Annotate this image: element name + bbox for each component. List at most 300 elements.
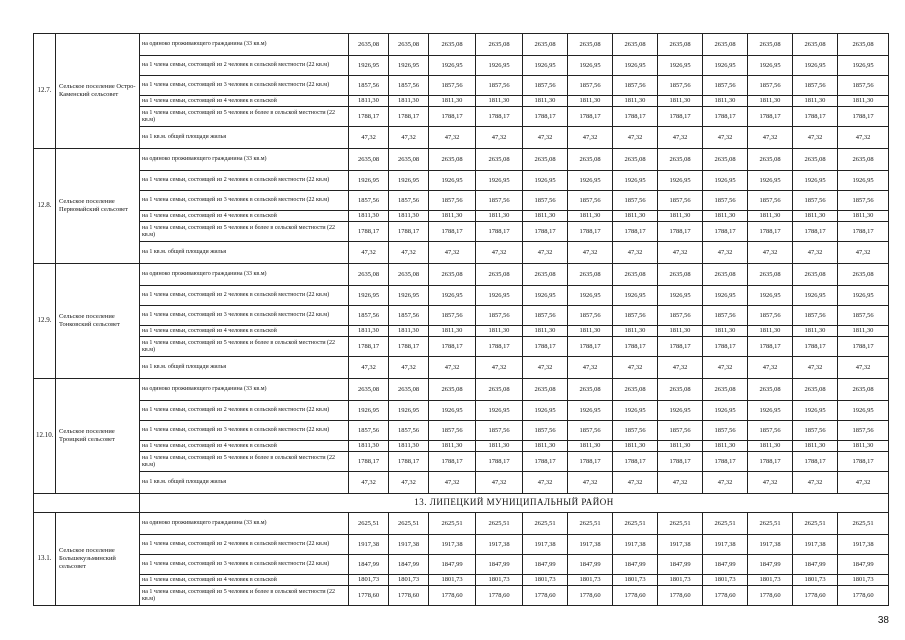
cost-value-cell: 1811,30 — [703, 211, 748, 222]
cost-value-cell: 1788,17 — [523, 452, 568, 472]
cost-value-cell: 1811,30 — [613, 211, 658, 222]
cost-value-cell: 1926,95 — [476, 171, 523, 191]
table-row — [34, 337, 889, 357]
cost-value-cell: 1926,95 — [793, 286, 838, 306]
table-row — [34, 555, 889, 575]
cost-value-cell: 1926,95 — [838, 171, 889, 191]
cost-value-cell: 47,32 — [389, 242, 429, 264]
cost-value-cell: 1857,56 — [658, 421, 703, 441]
cost-value-cell: 1788,17 — [429, 222, 476, 242]
cost-value-cell: 1926,95 — [568, 286, 613, 306]
row-description: на 1 кв.м. общей площади жилья — [140, 242, 349, 264]
cost-value-cell: 1801,73 — [613, 575, 658, 586]
cost-value-cell: 1847,99 — [793, 555, 838, 575]
cost-value-cell: 2635,08 — [838, 264, 889, 286]
cost-value-cell: 1788,17 — [793, 452, 838, 472]
cost-value-cell: 47,32 — [658, 242, 703, 264]
municipality-name: Сельское поселение Тонковский сельсовет — [56, 264, 140, 379]
cost-value-cell: 47,32 — [568, 357, 613, 379]
cost-value-cell: 1857,56 — [613, 421, 658, 441]
cost-value-cell: 47,32 — [476, 472, 523, 494]
cost-value-cell: 2635,08 — [793, 34, 838, 56]
cost-value-cell: 1926,95 — [748, 401, 793, 421]
cost-value-cell: 1788,17 — [658, 452, 703, 472]
cost-value-cell: 47,32 — [568, 127, 613, 149]
row-description: на 1 члена семьи, состоящей из 2 человек в сельской местности (22 кв.м) — [140, 171, 349, 191]
cost-value-cell: 47,32 — [613, 357, 658, 379]
table-row — [34, 34, 889, 56]
row-description: на 1 члена семьи, состоящей из 3 человек в сельской местности (22 кв.м) — [140, 306, 349, 326]
cost-value-cell: 2635,08 — [703, 379, 748, 401]
row-description: на одиноко проживающего гражданина (33 кв.м) — [140, 149, 349, 171]
row-description: на 1 члена семьи, состоящей из 3 человек в сельской местности (22 кв.м) — [140, 191, 349, 211]
cost-value-cell: 1926,95 — [658, 401, 703, 421]
section-heading-row — [34, 494, 889, 513]
cost-value-cell: 1926,95 — [523, 56, 568, 76]
cost-value-cell: 1811,30 — [389, 441, 429, 452]
cost-value-cell: 2635,08 — [429, 34, 476, 56]
cost-value-cell: 1788,17 — [838, 222, 889, 242]
cost-value-cell: 2635,08 — [349, 34, 389, 56]
price-table-sheet — [33, 33, 874, 606]
cost-value-cell: 47,32 — [838, 472, 889, 494]
cost-value-cell: 2635,08 — [793, 379, 838, 401]
cost-value-cell: 1926,95 — [389, 401, 429, 421]
cost-value-cell: 47,32 — [658, 472, 703, 494]
block-number: 12.8. — [34, 149, 56, 264]
cost-value-cell: 1788,17 — [838, 452, 889, 472]
cost-value-cell: 1788,17 — [748, 222, 793, 242]
cost-value-cell: 2635,08 — [523, 264, 568, 286]
row-description: на 1 члена семьи, состоящей из 5 человек и более в сельской местности (22 кв.м) — [140, 222, 349, 242]
cost-value-cell: 1788,17 — [748, 337, 793, 357]
cost-value-cell: 2635,08 — [613, 264, 658, 286]
cost-value-cell: 1778,60 — [568, 586, 613, 606]
cost-value-cell: 1788,17 — [838, 107, 889, 127]
cost-value-cell: 1917,38 — [523, 535, 568, 555]
cost-value-cell: 1857,56 — [349, 76, 389, 96]
cost-value-cell: 47,32 — [389, 472, 429, 494]
row-description: на 1 члена семьи, состоящей из 4 человек в сельской — [140, 211, 349, 222]
cost-value-cell: 2635,08 — [793, 264, 838, 286]
cost-value-cell: 1801,73 — [658, 575, 703, 586]
cost-value-cell: 1847,99 — [568, 555, 613, 575]
cost-value-cell: 47,32 — [349, 242, 389, 264]
cost-value-cell: 1926,95 — [568, 56, 613, 76]
cost-value-cell: 2635,08 — [703, 34, 748, 56]
cost-value-cell: 1811,30 — [429, 211, 476, 222]
row-description: на 1 члена семьи, состоящей из 5 человек и более в сельской местности (22 кв.м) — [140, 107, 349, 127]
cost-value-cell: 1926,95 — [838, 401, 889, 421]
cost-value-cell: 1811,30 — [476, 211, 523, 222]
cost-value-cell: 1788,17 — [476, 107, 523, 127]
cost-value-cell: 1788,17 — [613, 107, 658, 127]
cost-value-cell: 1788,17 — [703, 107, 748, 127]
cost-value-cell: 1857,56 — [838, 306, 889, 326]
section-heading: 13. ЛИПЕЦКИЙ МУНИЦИПАЛЬНЫЙ РАЙОН — [140, 494, 889, 513]
cost-value-cell: 1926,95 — [748, 56, 793, 76]
cost-value-cell: 1788,17 — [389, 107, 429, 127]
cost-value-cell: 1788,17 — [613, 452, 658, 472]
cost-value-cell: 2635,08 — [349, 149, 389, 171]
cost-value-cell: 1926,95 — [658, 171, 703, 191]
cost-value-cell: 1788,17 — [613, 337, 658, 357]
cost-value-cell: 47,32 — [389, 127, 429, 149]
cost-value-cell: 1811,30 — [838, 96, 889, 107]
cost-value-cell: 1811,30 — [476, 326, 523, 337]
cost-value-cell: 1857,56 — [613, 76, 658, 96]
cost-value-cell: 1811,30 — [389, 211, 429, 222]
cost-value-cell: 1847,99 — [523, 555, 568, 575]
cost-value-cell: 1778,60 — [613, 586, 658, 606]
cost-value-cell: 1801,73 — [748, 575, 793, 586]
cost-value-cell: 1857,56 — [568, 191, 613, 211]
cost-value-cell: 47,32 — [793, 127, 838, 149]
cost-value-cell: 1926,95 — [568, 171, 613, 191]
cost-value-cell: 47,32 — [793, 242, 838, 264]
table-row — [34, 56, 889, 76]
cost-value-cell: 47,32 — [523, 242, 568, 264]
cost-value-cell: 2635,08 — [748, 379, 793, 401]
cost-value-cell: 47,32 — [429, 127, 476, 149]
cost-value-cell: 2625,51 — [349, 513, 389, 535]
cost-value-cell: 2635,08 — [793, 149, 838, 171]
row-description: на 1 члена семьи, состоящей из 2 человек в сельской местности (22 кв.м) — [140, 56, 349, 76]
row-description: на 1 члена семьи, состоящей из 3 человек в сельской местности (22 кв.м) — [140, 421, 349, 441]
cost-value-cell: 1811,30 — [429, 96, 476, 107]
cost-value-cell: 2635,08 — [523, 149, 568, 171]
cost-value-cell: 47,32 — [568, 472, 613, 494]
row-description: на 1 члена семьи, состоящей из 4 человек в сельской — [140, 575, 349, 586]
cost-value-cell: 1811,30 — [349, 211, 389, 222]
cost-value-cell: 1926,95 — [429, 401, 476, 421]
cost-value-cell: 1811,30 — [748, 211, 793, 222]
cost-value-cell: 2635,08 — [389, 34, 429, 56]
cost-value-cell: 2635,08 — [568, 149, 613, 171]
cost-value-cell: 1801,73 — [838, 575, 889, 586]
cost-value-cell: 2635,08 — [523, 379, 568, 401]
cost-value-cell: 1788,17 — [476, 337, 523, 357]
cost-value-cell: 47,32 — [476, 242, 523, 264]
cost-value-cell: 47,32 — [658, 357, 703, 379]
cost-value-cell: 1811,30 — [748, 96, 793, 107]
table-row — [34, 242, 889, 264]
cost-value-cell: 1926,95 — [748, 286, 793, 306]
municipality-name: Сельское поселение Троицкий сельсовет — [56, 379, 140, 494]
cost-value-cell: 1857,56 — [349, 191, 389, 211]
cost-value-cell: 1788,17 — [793, 222, 838, 242]
cost-value-cell: 1917,38 — [389, 535, 429, 555]
cost-value-cell: 1847,99 — [703, 555, 748, 575]
cost-value-cell: 1788,17 — [793, 337, 838, 357]
cost-value-cell: 1788,17 — [748, 107, 793, 127]
cost-value-cell: 1811,30 — [523, 441, 568, 452]
cost-value-cell: 1788,17 — [793, 107, 838, 127]
cost-value-cell: 1847,99 — [429, 555, 476, 575]
cost-value-cell: 1811,30 — [389, 96, 429, 107]
cost-value-cell: 1926,95 — [703, 286, 748, 306]
cost-value-cell: 1926,95 — [349, 401, 389, 421]
cost-value-cell: 2635,08 — [476, 264, 523, 286]
cost-value-cell: 1926,95 — [658, 286, 703, 306]
table-row — [34, 191, 889, 211]
table-row — [34, 149, 889, 171]
cost-value-cell: 1811,30 — [613, 326, 658, 337]
cost-value-cell: 47,32 — [349, 357, 389, 379]
cost-value-cell: 1788,17 — [568, 222, 613, 242]
cost-value-cell: 1788,17 — [389, 222, 429, 242]
cost-value-cell: 1857,56 — [748, 306, 793, 326]
cost-value-cell: 1917,38 — [748, 535, 793, 555]
cost-value-cell: 1811,30 — [658, 96, 703, 107]
cost-value-cell: 2635,08 — [389, 149, 429, 171]
cost-value-cell: 1788,17 — [658, 107, 703, 127]
cost-value-cell: 1926,95 — [389, 171, 429, 191]
cost-value-cell: 2635,08 — [748, 264, 793, 286]
row-description: на 1 кв.м. общей площади жилья — [140, 472, 349, 494]
cost-value-cell: 1857,56 — [389, 421, 429, 441]
cost-value-cell: 1811,30 — [658, 441, 703, 452]
cost-value-cell: 1788,17 — [523, 222, 568, 242]
cost-value-cell: 1788,17 — [523, 337, 568, 357]
cost-value-cell: 47,32 — [429, 472, 476, 494]
cost-value-cell: 1926,95 — [429, 56, 476, 76]
cost-value-cell: 1926,95 — [748, 171, 793, 191]
cost-value-cell: 1778,60 — [793, 586, 838, 606]
cost-value-cell: 1811,30 — [793, 96, 838, 107]
cost-value-cell: 47,32 — [748, 357, 793, 379]
cost-value-cell: 2625,51 — [703, 513, 748, 535]
cost-value-cell: 1847,99 — [389, 555, 429, 575]
cost-value-cell: 1811,30 — [523, 96, 568, 107]
cost-value-cell: 47,32 — [523, 472, 568, 494]
cost-value-cell: 2635,08 — [349, 379, 389, 401]
cost-value-cell: 2625,51 — [793, 513, 838, 535]
cost-value-cell: 1847,99 — [838, 555, 889, 575]
cost-value-cell: 47,32 — [658, 127, 703, 149]
cost-value-cell: 1857,56 — [429, 191, 476, 211]
table-body — [34, 34, 889, 606]
cost-value-cell: 1801,73 — [703, 575, 748, 586]
row-description: на 1 кв.м. общей площади жилья — [140, 127, 349, 149]
cost-value-cell: 1788,17 — [349, 452, 389, 472]
cost-value-cell: 1788,17 — [703, 337, 748, 357]
cost-value-cell: 2625,51 — [658, 513, 703, 535]
cost-value-cell: 47,32 — [613, 127, 658, 149]
cost-value-cell: 1857,56 — [793, 306, 838, 326]
cost-value-cell: 1811,30 — [613, 96, 658, 107]
cost-value-cell: 1778,60 — [349, 586, 389, 606]
row-description: на одиноко проживающего гражданина (33 кв.м) — [140, 379, 349, 401]
cost-value-cell: 47,32 — [429, 242, 476, 264]
table-row — [34, 107, 889, 127]
table-row — [34, 222, 889, 242]
cost-value-cell: 1811,30 — [793, 441, 838, 452]
cost-value-cell: 47,32 — [389, 357, 429, 379]
table-row — [34, 452, 889, 472]
cost-value-cell: 2635,08 — [838, 149, 889, 171]
cost-value-cell: 2635,08 — [389, 379, 429, 401]
cost-value-cell: 1857,56 — [748, 421, 793, 441]
cost-value-cell: 2635,08 — [658, 264, 703, 286]
cost-value-cell: 1917,38 — [703, 535, 748, 555]
cost-value-cell: 2635,08 — [429, 379, 476, 401]
cost-value-cell: 1788,17 — [658, 222, 703, 242]
cost-value-cell: 47,32 — [568, 242, 613, 264]
cost-value-cell: 1926,95 — [523, 171, 568, 191]
cost-value-cell: 1926,95 — [429, 286, 476, 306]
cost-value-cell: 1926,95 — [703, 56, 748, 76]
cost-value-cell: 47,32 — [476, 127, 523, 149]
cost-value-cell: 1801,73 — [523, 575, 568, 586]
cost-value-cell: 2635,08 — [703, 149, 748, 171]
cost-value-cell: 1857,56 — [613, 306, 658, 326]
cost-value-cell: 1857,56 — [613, 191, 658, 211]
table-row — [34, 286, 889, 306]
row-description: на 1 члена семьи, состоящей из 5 человек и более в сельской местности (22 кв.м) — [140, 337, 349, 357]
cost-value-cell: 1778,60 — [703, 586, 748, 606]
cost-value-cell: 1857,56 — [748, 76, 793, 96]
cost-value-cell: 2635,08 — [429, 264, 476, 286]
cost-value-cell: 2635,08 — [658, 149, 703, 171]
table-row — [34, 535, 889, 555]
cost-value-cell: 1857,56 — [349, 306, 389, 326]
cost-value-cell: 1811,30 — [838, 326, 889, 337]
cost-value-cell: 1788,17 — [349, 107, 389, 127]
row-description: на 1 кв.м. общей площади жилья — [140, 357, 349, 379]
cost-value-cell: 1811,30 — [476, 441, 523, 452]
cost-value-cell: 1788,17 — [568, 107, 613, 127]
cost-value-cell: 1788,17 — [568, 452, 613, 472]
cost-value-cell: 1857,56 — [389, 76, 429, 96]
cost-value-cell: 1847,99 — [476, 555, 523, 575]
cost-value-cell: 47,32 — [349, 127, 389, 149]
cost-value-cell: 1788,17 — [349, 337, 389, 357]
cost-value-cell: 47,32 — [748, 242, 793, 264]
block-number: 12.7. — [34, 34, 56, 149]
cost-value-cell: 1857,56 — [476, 421, 523, 441]
cost-value-cell: 1778,60 — [389, 586, 429, 606]
cost-value-cell: 1811,30 — [568, 441, 613, 452]
cost-value-cell: 1778,60 — [748, 586, 793, 606]
cost-value-cell: 1917,38 — [658, 535, 703, 555]
cost-value-cell: 2635,08 — [613, 149, 658, 171]
cost-value-cell: 47,32 — [748, 127, 793, 149]
cost-value-cell: 1788,17 — [476, 222, 523, 242]
cost-value-cell: 1857,56 — [703, 306, 748, 326]
cost-value-cell: 1857,56 — [476, 191, 523, 211]
cost-value-cell: 1917,38 — [476, 535, 523, 555]
cost-value-cell: 1811,30 — [703, 326, 748, 337]
cost-value-cell: 47,32 — [703, 472, 748, 494]
cost-value-cell: 1926,95 — [613, 401, 658, 421]
section-heading-spacer — [34, 494, 140, 513]
cost-value-cell: 1926,95 — [838, 56, 889, 76]
housing-cost-table — [33, 33, 889, 606]
cost-value-cell: 1788,17 — [476, 452, 523, 472]
cost-value-cell: 1926,95 — [793, 56, 838, 76]
cost-value-cell: 1811,30 — [703, 441, 748, 452]
cost-value-cell: 1811,30 — [793, 211, 838, 222]
cost-value-cell: 1917,38 — [349, 535, 389, 555]
cost-value-cell: 1926,95 — [349, 171, 389, 191]
cost-value-cell: 1857,56 — [793, 76, 838, 96]
cost-value-cell: 2635,08 — [429, 149, 476, 171]
table-row — [34, 357, 889, 379]
cost-value-cell: 1788,17 — [389, 337, 429, 357]
cost-value-cell: 1926,95 — [613, 56, 658, 76]
cost-value-cell: 1788,17 — [703, 452, 748, 472]
table-row — [34, 401, 889, 421]
cost-value-cell: 1926,95 — [613, 171, 658, 191]
cost-value-cell: 1811,30 — [429, 441, 476, 452]
cost-value-cell: 1811,30 — [748, 326, 793, 337]
cost-value-cell: 1778,60 — [658, 586, 703, 606]
cost-value-cell: 47,32 — [523, 127, 568, 149]
cost-value-cell: 2635,08 — [658, 379, 703, 401]
cost-value-cell: 1926,95 — [613, 286, 658, 306]
cost-value-cell: 1811,30 — [523, 326, 568, 337]
cost-value-cell: 1857,56 — [568, 421, 613, 441]
cost-value-cell: 1926,95 — [523, 286, 568, 306]
municipality-name: Сельское поселение Первомайский сельсовет — [56, 149, 140, 264]
page-number: 38 — [877, 615, 889, 626]
cost-value-cell: 1926,95 — [476, 56, 523, 76]
cost-value-cell: 1926,95 — [476, 401, 523, 421]
cost-value-cell: 1801,73 — [389, 575, 429, 586]
cost-value-cell: 2635,08 — [838, 379, 889, 401]
table-row — [34, 586, 889, 606]
cost-value-cell: 1847,99 — [349, 555, 389, 575]
cost-value-cell: 1811,30 — [703, 96, 748, 107]
table-row — [34, 306, 889, 326]
row-description: на одиноко проживающего гражданина (33 кв.м) — [140, 513, 349, 535]
row-description: на 1 члена семьи, состоящей из 2 человек в сельской местности (22 кв.м) — [140, 401, 349, 421]
row-description: на 1 члена семьи, состоящей из 4 человек в сельской — [140, 326, 349, 337]
row-description: на 1 члена семьи, состоящей из 2 человек в сельской местности (22 кв.м) — [140, 535, 349, 555]
cost-value-cell: 1811,30 — [389, 326, 429, 337]
cost-value-cell: 1778,60 — [838, 586, 889, 606]
cost-value-cell: 1926,95 — [793, 401, 838, 421]
cost-value-cell: 1788,17 — [613, 222, 658, 242]
row-description: на одиноко проживающего гражданина (33 кв.м) — [140, 34, 349, 56]
cost-value-cell: 2635,08 — [476, 34, 523, 56]
cost-value-cell: 1857,56 — [793, 421, 838, 441]
cost-value-cell: 1801,73 — [793, 575, 838, 586]
cost-value-cell: 1917,38 — [613, 535, 658, 555]
cost-value-cell: 47,32 — [838, 357, 889, 379]
table-row — [34, 127, 889, 149]
cost-value-cell: 1788,17 — [389, 452, 429, 472]
cost-value-cell: 1926,95 — [703, 171, 748, 191]
row-description: на 1 члена семьи, состоящей из 4 человек в сельской — [140, 96, 349, 107]
cost-value-cell: 1857,56 — [703, 421, 748, 441]
cost-value-cell: 1801,73 — [568, 575, 613, 586]
cost-value-cell: 2625,51 — [838, 513, 889, 535]
cost-value-cell: 1857,56 — [349, 421, 389, 441]
cost-value-cell: 1847,99 — [658, 555, 703, 575]
cost-value-cell: 47,32 — [793, 357, 838, 379]
cost-value-cell: 1857,56 — [793, 191, 838, 211]
cost-value-cell: 1788,17 — [429, 107, 476, 127]
cost-value-cell: 1917,38 — [429, 535, 476, 555]
cost-value-cell: 1811,30 — [523, 211, 568, 222]
cost-value-cell: 1788,17 — [703, 222, 748, 242]
table-row — [34, 379, 889, 401]
cost-value-cell: 1917,38 — [568, 535, 613, 555]
cost-value-cell: 1778,60 — [476, 586, 523, 606]
row-description: на 1 члена семьи, состоящей из 4 человек в сельской — [140, 441, 349, 452]
